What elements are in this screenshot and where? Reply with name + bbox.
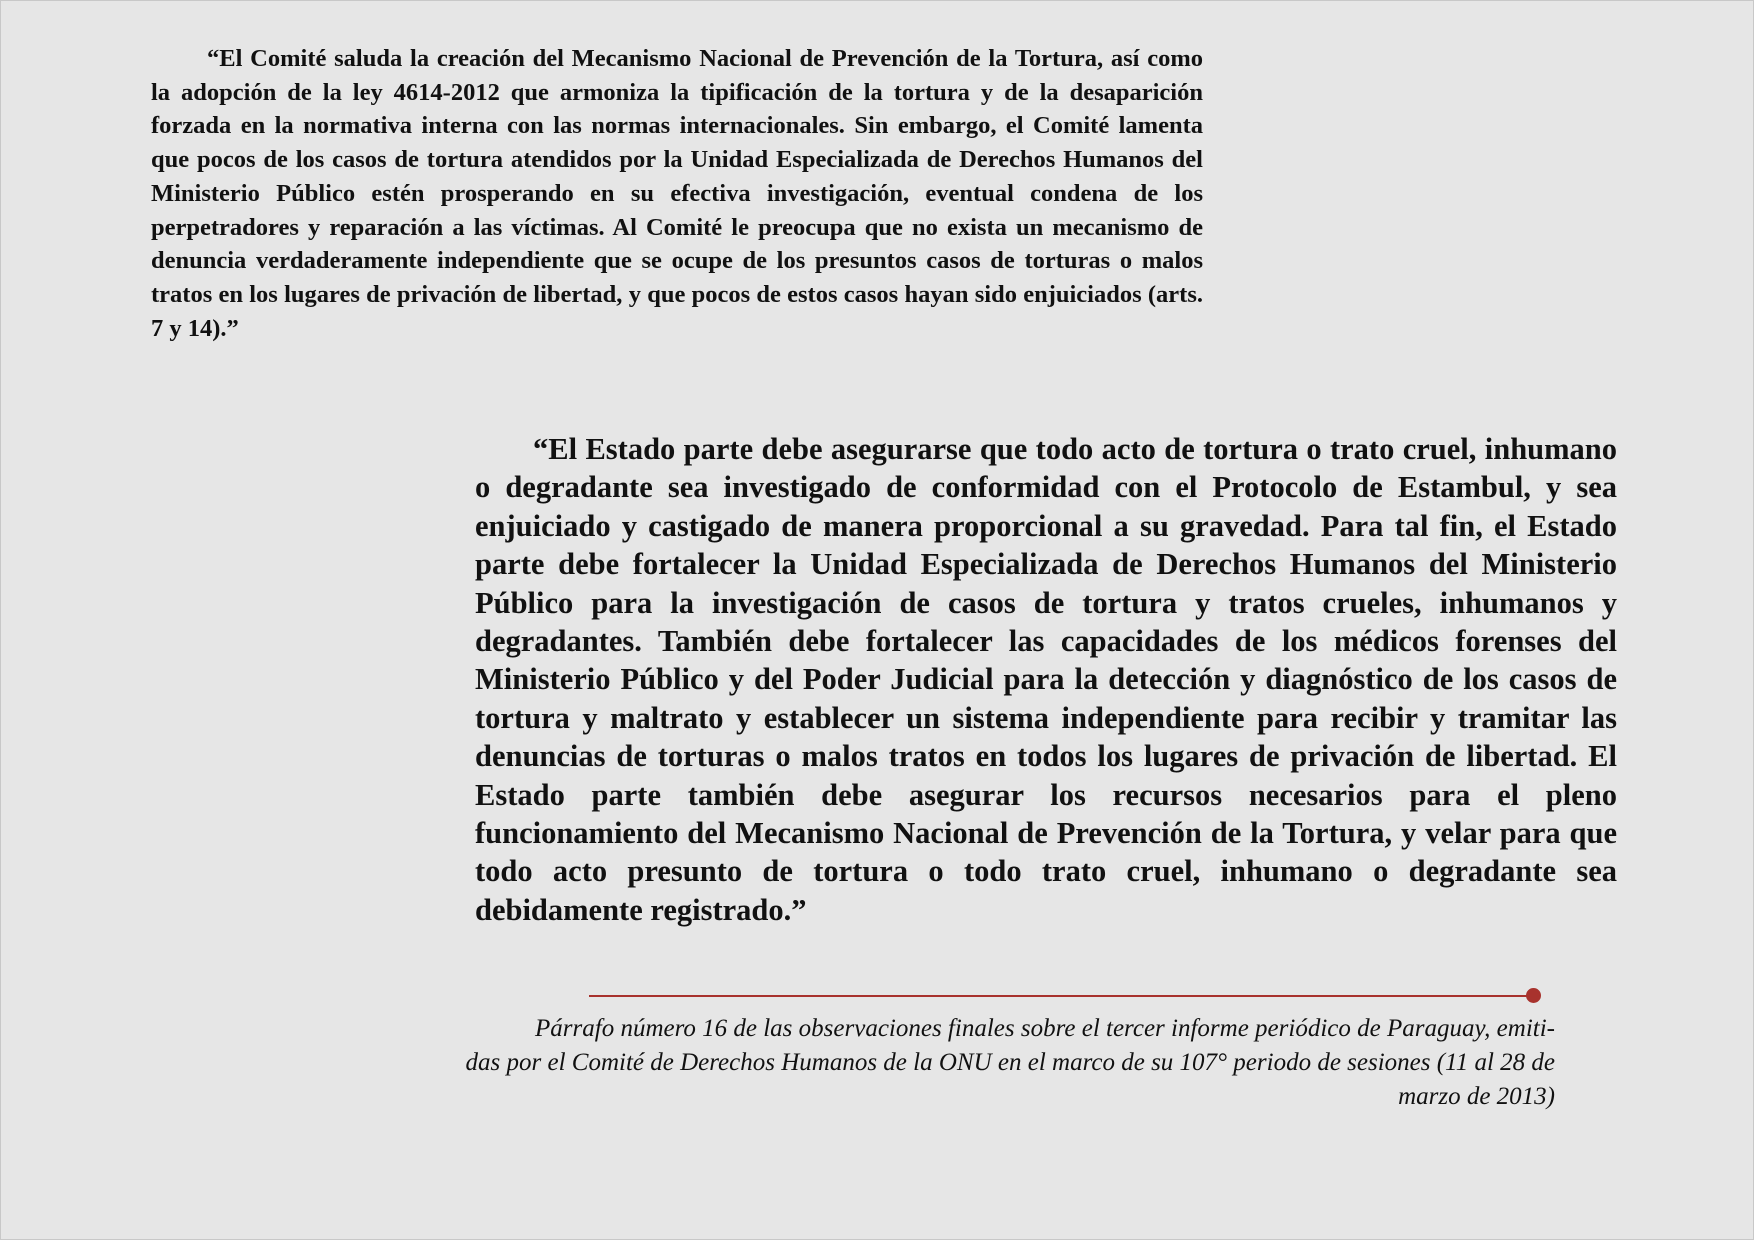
citation-line-1: Párrafo número 16 de las observaciones finales sobre el tercer informe periódico de Paraguay, emiti-	[535, 1015, 1555, 1042]
source-citation	[240, 1012, 1555, 1114]
citation-line-3: marzo de 2013)	[1398, 1083, 1555, 1110]
citation-divider	[589, 995, 1529, 997]
state-obligation-quote: “El Estado parte debe asegurarse que todo acto de tortura o trato cruel, inhumano o degradante sea investigado de conformidad con el Protocolo de Estambul, y sea enjuiciado y castigado de manera proporcional a su gravedad. Para tal fin, el Estado parte debe fortalecer la Unidad Especializada de Derechos Humanos del Ministerio Público para la investigación de casos de tortura y tratos crueles, inhumanos y degradantes. También debe fortalecer las capacidades de los médicos forenses del Ministerio Público y del Poder Judicial para la detección y diagnóstico de los casos de tortura y maltrato y establecer un sistema independiente para recibir y tramitar las denuncias de torturas o malos tratos en todos los lugares de privación de libertad. El Estado parte también debe asegurar los recursos necesarios para el pleno funcionamiento del Mecanismo Nacional de Prevención de la Tortura, y velar para que todo acto presunto de tortura o todo trato cruel, inhumano o degradante sea debidamente registrado.”	[475, 432, 1617, 927]
citation-divider-dot	[1526, 988, 1541, 1003]
citation-line-2: das por el Comité de Derechos Humanos de la ONU en el marco de su 107° periodo de sesiones (11 al 28 de	[465, 1049, 1555, 1076]
committee-observation-quote: “El Comité saluda la creación del Mecanismo Nacional de Prevención de la Tortura, así como la adopción de la ley 4614-2012 que armoniza la tipificación de la tortura y de la desaparición forzada en la normativa interna con las normas internacionales. Sin embargo, el Comité lamenta que pocos de los casos de tortura atendidos por la Unidad Especializada de Derechos Humanos del Ministerio Público estén prosperando en su efectiva investigación, eventual condena de los perpetradores y reparación a las víctimas. Al Comité le preocupa que no exista un mecanismo de denuncia verdaderamente independiente que se ocupe de los presuntos casos de torturas o malos tratos en los lugares de privación de libertad, y que pocos de estos casos hayan sido enjuiciados (arts. 7 y 14).”	[151, 45, 1203, 342]
